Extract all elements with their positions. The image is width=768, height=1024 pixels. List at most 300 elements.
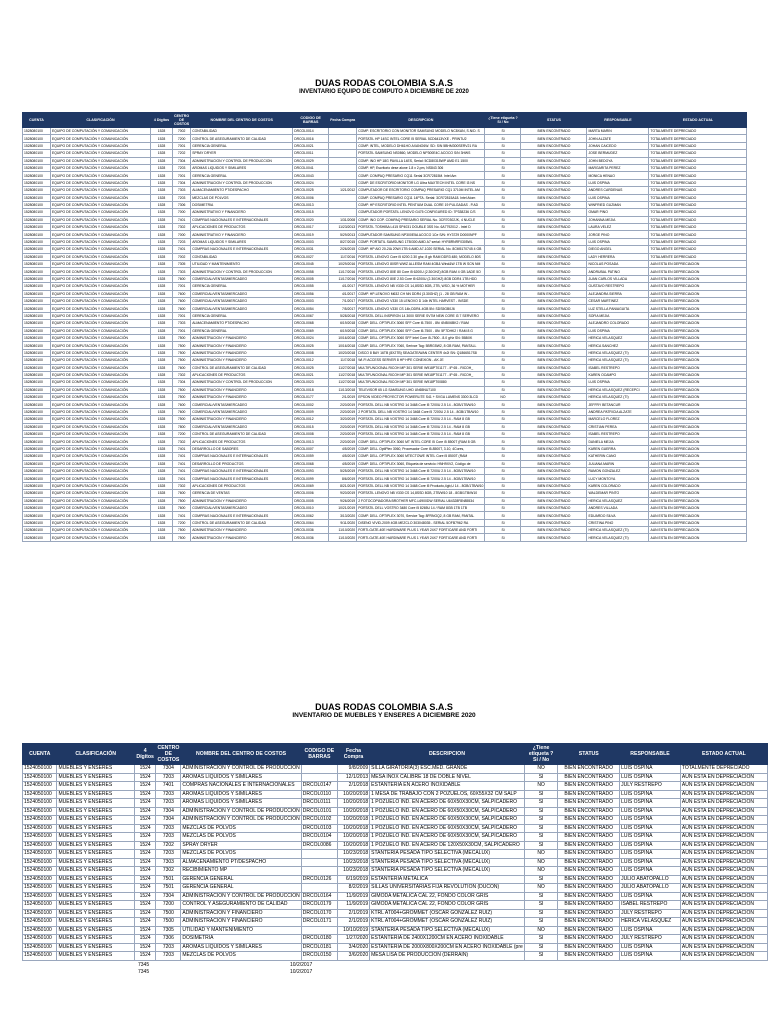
table-cell: AUN ESTA EN DEPRECIACION [649, 312, 747, 319]
table-cell: 1528080100 [23, 172, 51, 179]
table-cell: DRCOL0024 [293, 334, 329, 341]
table-cell: NICOLAS POSADA [587, 261, 649, 268]
table-cell: AUN ESTA EN DEPRECIACION [649, 401, 747, 408]
table-cell: 1528 [151, 135, 173, 142]
computo-header-cell: ¿Tiene etiqueta ? Si / No [485, 113, 521, 128]
table-cell: DRCOL0099 [293, 475, 329, 482]
table-cell: 1/31/2008 [329, 216, 357, 223]
table-row [23, 164, 747, 171]
table-cell: BIEN ENCONTRADO [558, 875, 620, 884]
computo-header-cell: ESTADO ACTUAL [649, 113, 747, 128]
table-cell: BIEN ENCONTRADO [521, 327, 587, 334]
table-cell: LUIS OSPINA [620, 773, 681, 782]
table-cell: BIEN ENCONTRADO [521, 475, 587, 482]
table-cell: 1528 [151, 394, 173, 401]
table-cell: GERENCIA GENERAL [181, 884, 301, 893]
table-cell: ESTANTERIA DE 2000X800X200CM EN ACERO INOXIDABLE (pre [371, 943, 523, 950]
table-cell: 1524 [134, 875, 156, 884]
computo-header-cell: RESPONSABLE [587, 113, 649, 128]
table-cell: Si [485, 423, 521, 430]
table-cell: 9/20/2019 [329, 490, 357, 497]
table-cell: 1528080100 [23, 231, 51, 238]
table-row [23, 408, 747, 415]
table-cell: 1528080100 [23, 512, 51, 519]
table-cell: 10/20/2018 [337, 816, 369, 825]
table-cell: 1528080100 [23, 268, 51, 275]
table-cell: Si [485, 334, 521, 341]
table-cell: 1524 [134, 858, 156, 867]
table-cell: DRCOL0147 [301, 782, 337, 791]
table-cell: 2/20/2019 [329, 423, 357, 430]
table-cell: 10/20/2018 [337, 807, 369, 816]
table-cell: DRCOL0103 [301, 824, 337, 833]
table-cell: EQUIPO DE COMPUTACIÓN Y COMUNICACIÓN [51, 357, 151, 364]
table-cell: 1528080100 [23, 128, 51, 135]
table-cell: 1528080100 [23, 357, 51, 364]
table-cell: AUN ESTA EN DEPRECIACION [680, 901, 767, 910]
table-cell: 11/23/2013 [329, 224, 357, 231]
table-cell: SI [524, 807, 558, 816]
table-cell: JULY RESTREPO [620, 935, 681, 944]
table-cell: DRCOL0025 [293, 364, 329, 371]
table-cell: 2/20/2019 [329, 408, 357, 415]
table-cell [329, 201, 357, 208]
table-cell: PORTATIL LENOVO V330 CS 14b,DDR4-4GB 5N: SDS5GB0J6 [357, 305, 485, 312]
table-cell: MULTIFUNCIONAL RICOH MP 301 SERIE W918PT01177 - IP 65 - RICOH_ [357, 371, 485, 378]
table-cell: PORTATIL SAMSUNG NS0860, MODELO NP300E4C ACOCO S/N 3HWS [357, 150, 485, 157]
table-cell: DRCOL0177 [293, 394, 329, 401]
table-cell: 1528080100 [23, 135, 51, 142]
table-cell: Si [485, 475, 521, 482]
muebles-header-cell: CENTRO DE COSTOS [157, 745, 180, 763]
table-cell: BIEN ENCONTRADO [521, 527, 587, 534]
table-cell: EQUIPO DE COMPUTACIÓN Y COMUNICACIÓN [51, 490, 151, 497]
table-cell: COMP. DELL OPTIPLEX 3060 MT INTEL CORE I5 Core i5 8500T (RAM 8 GB [357, 438, 485, 445]
table-cell: Si [485, 438, 521, 445]
table-cell: DRCOL0008 [293, 349, 329, 356]
table-cell: 7304 [156, 816, 181, 825]
table-row [23, 765, 768, 774]
table-row [23, 858, 768, 867]
computo-title: DUAS RODAS COLOMBIA S.A.S [315, 78, 453, 88]
table-cell: BIEN ENCONTRADO [558, 926, 620, 935]
table-cell: 1524 [134, 850, 156, 859]
table-cell: EQUIPO DE COMPUTACIÓN Y COMUNICACIÓN [51, 519, 151, 526]
table-cell: Si [485, 342, 521, 349]
table-cell: AUN ESTA EN DEPRECIACION [649, 268, 747, 275]
table-row [23, 253, 747, 260]
table-cell: BIEN ENCONTRADO [558, 790, 620, 799]
table-cell: BIEN ENCONTRADO [521, 357, 587, 364]
table-cell [329, 179, 357, 186]
table-cell: 1528 [151, 490, 173, 497]
table-cell: ISABEL RESTREPO [587, 431, 649, 438]
table-cell: 5/29/2013 [329, 231, 357, 238]
table-cell: DRCOL0041 [293, 164, 329, 171]
table-cell: 1528 [151, 253, 173, 260]
table-cell: HERICA VELASQUEZ [587, 497, 649, 504]
table-cell: 1528080100 [23, 460, 51, 467]
table-cell: HERICA VELASQUEZ (TI) [587, 394, 649, 401]
table-cell: 1524 [134, 790, 156, 799]
table-row [23, 952, 768, 961]
table-cell: Si [485, 261, 521, 268]
table-cell: 4/5/2019 [329, 460, 357, 467]
table-row [23, 209, 747, 216]
table-cell: BIEN ENCONTRADO [521, 135, 587, 142]
table-cell: AUN ESTA EN DEPRECIACION [649, 283, 747, 290]
table-cell: DRCOL0069 [293, 327, 329, 334]
table-cell: EQUIPO DE COMPUTACIÓN Y COMUNICACIÓN [51, 364, 151, 371]
table-cell: COMP. COMPAQ PRESARIO CQ11 14PTA. Serial: 3CR72815A18. Intel Atom [357, 194, 485, 201]
table-cell: BIEN ENCONTRADO [521, 290, 587, 297]
table-cell: COMPRAS NACIONALES E INTERNACIONALES [191, 453, 293, 460]
table-cell: EQUIPO DE COMPUTACIÓN Y COMUNICACIÓN [51, 253, 151, 260]
table-cell: 1528 [151, 305, 173, 312]
table-cell: BIEN ENCONTRADO [521, 224, 587, 231]
table-cell: 7203 [156, 943, 181, 952]
table-row [23, 943, 768, 952]
table-cell: COMERCIAL/VENTAS/MERCADEO [191, 423, 293, 430]
table-cell: CONTROL DE ASEGURAMIENTO DE CALIDAD [191, 519, 293, 526]
table-cell: ANDRES VILLADA [587, 504, 649, 511]
table-cell: AUN ESTA EN DEPRECIACION [680, 816, 767, 825]
table-cell: JULIANA MARIN [587, 460, 649, 467]
table-cell: 7/1/2017 [329, 297, 357, 304]
table-cell: 7203 [156, 824, 181, 833]
table-cell: 1524 [134, 943, 156, 952]
table-cell: 7203 [156, 952, 181, 961]
table-cell [301, 884, 337, 893]
table-cell: EQUIPO DE COMPUTACIÓN Y COMUNICACIÓN [51, 431, 151, 438]
muebles-table [22, 743, 768, 961]
table-cell: SI [524, 841, 558, 850]
table-cell: 5/28/2018 [329, 312, 357, 319]
table-cell: MUEBLES Y ENSERES [57, 773, 134, 782]
table-cell: EQUIPO DE COMPUTACIÓN Y COMUNICACIÓN [51, 157, 151, 164]
table-cell: Si [485, 297, 521, 304]
table-cell: AUN ESTA EN DEPRECIACION [649, 334, 747, 341]
table-cell: 11/7/2018 [329, 357, 357, 364]
muebles-header-cell: ESTADO ACTUAL [680, 744, 767, 765]
table-row [23, 875, 768, 884]
table-cell: DRCOL0171 [301, 918, 337, 927]
table-cell: 1524 [134, 773, 156, 782]
table-cell: BIEN ENCONTRADO [558, 765, 620, 774]
table-cell: TOTALMENTE DEPRECIADO [680, 765, 767, 774]
table-cell: 1524050100 [23, 841, 57, 850]
table-cell: 6/19/2019 [337, 875, 369, 884]
computo-header-cell: NOMBRE DEL CENTRO DE COSTOS [191, 113, 293, 128]
table-cell: 7500 [156, 918, 181, 927]
table-cell: EQUIPO DE COMPUTACIÓN Y COMUNICACIÓN [51, 482, 151, 489]
muebles-header-cell: CUENTA [23, 744, 57, 765]
table-cell: DRCOL0102 [301, 816, 337, 825]
table-cell: ALMACENAMIENTO PT/DESPACHO [191, 320, 293, 327]
table-cell: JUAN CARLOS VILLADA [587, 275, 649, 282]
table-cell: Si [485, 445, 521, 452]
table-cell: GERENCIA GENERAL [181, 875, 301, 884]
table-cell: 7203 [173, 164, 191, 171]
table-cell: SILLAS UNIVERSITARIAS FIJA REVOLUTION (DUCON) [370, 884, 525, 893]
table-cell: 4/1/2017 [329, 290, 357, 297]
table-cell: MUEBLES Y ENSERES [57, 850, 134, 859]
table-cell: MUEBLES Y ENSERES [57, 807, 134, 816]
table-cell: DRCOL0180 [301, 935, 337, 944]
table-row [23, 128, 747, 135]
table-cell: 1528080100 [23, 394, 51, 401]
table-cell: DRCOL0013 [293, 438, 329, 445]
footer-code: 7345 [138, 969, 150, 975]
table-cell: EDUARDO SILVA [587, 512, 649, 519]
table-row [23, 790, 768, 799]
table-cell: TOTALMENTE DEPRECIADO [649, 128, 747, 135]
table-cell: PORTATIL LENOVO 80SR WWZ ALLESM RAM 4GB& Wind&W 1TB W SCN NM [357, 261, 485, 268]
table-cell: Si [485, 187, 521, 194]
table-cell: 1528 [151, 216, 173, 223]
footer-line [0, 969, 768, 976]
table-cell: CONTROL DE ASEGURAMIENTO DE CALIDAD [191, 364, 293, 371]
table-cell: BIEN ENCONTRADO [558, 884, 620, 893]
table-cell: AUN ESTA EN DEPRECIACION [649, 408, 747, 415]
table-cell: Si [485, 467, 521, 474]
table-cell: 8/6/2019 [329, 475, 357, 482]
table-row [23, 334, 747, 341]
table-cell: MESA LISA DE PRODUCCION (DERRAIN) [370, 952, 525, 961]
table-cell: 11/27/2018 [329, 371, 357, 378]
table-cell: 1528 [151, 416, 173, 423]
table-cell: 1528080100 [23, 519, 51, 526]
table-cell: PORTATIL TOSHIBA L415 SP4031 DOUBLE 3SS No. 6A7792012 - Intel D [357, 224, 485, 231]
footer-date: 10/2/2017 [290, 962, 313, 968]
table-cell: MUEBLES Y ENSERES [57, 943, 134, 952]
table-row [23, 909, 768, 918]
table-cell: WINFRIED GUZMAN [587, 201, 649, 208]
table-cell: 1528 [151, 320, 173, 327]
table-row [23, 320, 747, 327]
table-cell: TOTALMENTE DEPRECIADO [649, 135, 747, 142]
table-cell: DRCOL0150 [301, 952, 337, 961]
table-cell: 10/23/2018 [337, 858, 369, 867]
table-cell: SPRAY DRYER [191, 150, 293, 157]
table-cell: Si [485, 416, 521, 423]
table-cell: GERENCIA GENERAL [191, 312, 293, 319]
table-cell: BIEN ENCONTRADO [521, 275, 587, 282]
table-cell: LUIS OSPINA [587, 194, 649, 201]
table-cell: HERICA VELASQUEZ (TI) [587, 357, 649, 364]
table-cell: LUIS OSPINA [620, 799, 681, 808]
table-cell: 1528 [151, 142, 173, 149]
table-cell: KAREN OCAMPO [587, 371, 649, 378]
table-cell: TELEVISOR 65 LG SAMSUNG UHD UN65NU7100 [357, 386, 485, 393]
table-row [23, 386, 747, 393]
table-cell: COMP. INO HP 18G PAVILLA 14ES, Serial: 5CD80315WP AMD E1 1500 [357, 157, 485, 164]
table-cell: 1524050100 [23, 892, 57, 901]
table-cell: BIEN ENCONTRADO [521, 504, 587, 511]
table-row [23, 142, 747, 149]
table-cell: ADMINISTRACION Y CONTROL DE PRODUCCION [182, 807, 300, 814]
table-cell: DRCOL0015 [293, 423, 329, 430]
table-cell: 1524050100 [23, 782, 57, 791]
table-cell: AUN ESTA EN DEPRECIACION [680, 909, 767, 918]
table-cell: RECIBIMIENTO MP [181, 867, 301, 876]
table-cell: COMPRAS NACIONALES E INTERNACIONALES [191, 246, 293, 253]
table-cell: BIEN ENCONTRADO [558, 773, 620, 782]
table-cell: ALMACENAMIENTO PT/DESPACHO [191, 187, 293, 194]
table-cell: BIEN ENCONTRADO [558, 807, 620, 816]
table-cell: MUEBLES Y ENSERES [57, 790, 134, 799]
table-cell: TOTALMENTE DEPRECIADO [649, 179, 747, 186]
table-cell: DRCOL0007 [293, 445, 329, 452]
table-cell: SI [524, 790, 558, 799]
table-row [23, 490, 747, 497]
table-cell: 7500 [173, 527, 191, 534]
table-cell: DRCOL0023 [293, 379, 329, 386]
table-cell: LUIS OSPINA [620, 892, 681, 901]
table-cell: DRCOL0002 [293, 401, 329, 408]
table-cell: DRCOL0012 [293, 357, 329, 364]
table-cell: AUN ESTA EN DEPRECIACION [649, 342, 747, 349]
table-cell: SI [524, 935, 558, 944]
table-row [23, 807, 768, 816]
table-cell: 7303 [173, 320, 191, 327]
table-cell: BIEN ENCONTRADO [521, 416, 587, 423]
table-cell: BIEN ENCONTRADO [558, 824, 620, 833]
table-cell: BIEN ENCONTRADO [521, 334, 587, 341]
table-cell: 7000 [173, 231, 191, 238]
table-cell: JULY RESTREPO [620, 909, 681, 918]
table-cell: 1524050100 [23, 909, 57, 918]
table-cell: BIEN ENCONTRADO [521, 238, 587, 245]
table-cell: EQUIPO DE COMPUTACIÓN Y COMUNICACIÓN [51, 172, 151, 179]
table-row [23, 850, 768, 859]
table-cell: SI [524, 816, 558, 825]
table-cell: DRCOL0025 [293, 342, 329, 349]
table-cell: CONTROL Y ASEGURAMIENTO DE CALIDAD [181, 901, 301, 910]
table-cell: 10/16/2018 [329, 342, 357, 349]
table-row [23, 216, 747, 223]
table-cell: COMP. DELL OPTIPLEX 3060 MTECTOWE INTEL Core i5 8500T (RAM [357, 453, 485, 460]
table-cell: 2/1/2019 [337, 909, 369, 918]
table-cell: DRCOL0068 [293, 320, 329, 327]
table-cell: Si [485, 401, 521, 408]
table-cell: ADMINISTRACION Y FINANCIERO [191, 386, 293, 393]
table-cell: BIEN ENCONTRADO [521, 253, 587, 260]
table-cell: 1524050100 [23, 935, 57, 944]
table-cell: 7500 [173, 357, 191, 364]
table-cell: 1528080100 [23, 209, 51, 216]
table-cell: 1528 [151, 527, 173, 534]
table-cell: DRCOL0068 [293, 460, 329, 467]
table-cell: COMERCIAL/VENTAS/MERCADEO [191, 290, 293, 297]
table-cell: NO [524, 867, 558, 876]
table-cell: MUEBLES Y ENSERES [57, 892, 134, 901]
table-cell [301, 867, 337, 876]
table-cell: JOHANNA MEJIA [587, 216, 649, 223]
table-cell: LUIS OSPINA [620, 833, 681, 842]
table-cell: DRCOL0020 [293, 216, 329, 223]
table-cell: RAMON GONZALEZ [587, 467, 649, 474]
table-cell: 1 POZUELO IND. EN ACERO DE 60X50X30CM, SALPICADERO [370, 807, 525, 816]
table-cell: BIEN ENCONTRADO [521, 453, 587, 460]
table-cell: 1528080100 [23, 305, 51, 312]
table-cell: 7500 [173, 534, 191, 541]
table-cell: 1528 [151, 297, 173, 304]
table-cell: 7305 [173, 261, 191, 268]
table-cell: 1528080100 [23, 238, 51, 245]
table-row [23, 297, 747, 304]
table-cell: 7401 [173, 512, 191, 519]
table-cell: ADMINISTRACION Y FINANCIERO [191, 416, 293, 423]
table-cell: 8/27/2015 [329, 238, 357, 245]
table-cell: MUEBLES Y ENSERES [57, 884, 134, 893]
table-cell: Si [485, 408, 521, 415]
table-cell: SI [524, 918, 558, 927]
table-cell: 1528 [151, 334, 173, 341]
table-cell: HERICA VELASQUEZ (TI) [587, 527, 649, 534]
table-cell: 4/1/2017 [329, 283, 357, 290]
table-cell: 1528 [151, 467, 173, 474]
table-cell: DRCOL0012 [293, 416, 329, 423]
table-cell: SOFIA MEJIA [587, 312, 649, 319]
table-cell: DRCOL0126 [301, 875, 337, 884]
table-cell: 11/9/2019 [337, 892, 369, 901]
table-cell: LUIS OSPINA [620, 858, 681, 867]
table-cell: MUEBLES Y ENSERES [57, 816, 134, 825]
table-cell: 1528080100 [23, 371, 51, 378]
table-cell: WI-FI ACCESS SERVER 8 HP HPE CONEXION - AK JE [357, 357, 485, 364]
table-cell: EQUIPO DE COMPUTACIÓN Y COMUNICACIÓN [51, 327, 151, 334]
table-cell: COMPRAS NACIONALES E INTERNACIONALES [181, 782, 301, 791]
table-cell: JOSE BERMUDEZ [587, 150, 649, 157]
table-cell: BIEN ENCONTRADO [521, 297, 587, 304]
table-cell: AUN ESTA EN DEPRECIACION [649, 379, 747, 386]
table-row [23, 371, 747, 378]
table-cell: UTILIDAD Y MANTENIMIENTO [181, 926, 301, 935]
table-cell: 1524 [134, 824, 156, 833]
table-cell: LUCY MONTOYA [587, 475, 649, 482]
table-cell: GERENCIA GENERAL [191, 327, 293, 334]
table-cell: 1528 [151, 246, 173, 253]
table-row [23, 364, 747, 371]
table-row [23, 312, 747, 319]
table-cell: 1528 [151, 261, 173, 268]
table-row [23, 379, 747, 386]
table-cell: 4/5/2019 [329, 453, 357, 460]
table-cell: Si [485, 253, 521, 260]
table-cell: LUIS OSPINA [587, 179, 649, 186]
table-cell: ANDREA PATRICIA ALZATE [587, 408, 649, 415]
table-row [23, 892, 768, 901]
table-row [23, 445, 747, 452]
table-cell: COMP. HP-LENOVO M632 CH NN DDR4 (3.30GHZ) (1 - 28 GB RAM W - [357, 290, 485, 297]
table-cell: MUEBLES Y ENSERES [57, 918, 134, 927]
computo-header-cell: STATUS [521, 113, 587, 128]
table-cell: DESARROLLO DE PRODUCTOS [191, 460, 293, 467]
table-cell: 7202 [173, 150, 191, 157]
table-cell: AUN ESTA EN DEPRECIACION [680, 807, 767, 816]
table-cell: 1528 [151, 504, 173, 511]
table-cell: ESTANTERIA DE 2400X1200CM EN ACERO INOXIDABLE [370, 935, 525, 944]
table-cell: PORTATIL LENOVO Core i5 6200 2.30 ghz; 8 gb RAM DDR3 480; MODELO 80S [357, 253, 485, 260]
table-row [23, 357, 747, 364]
table-cell: 1528 [151, 431, 173, 438]
table-cell: DRCOL0086 [301, 841, 337, 850]
table-cell: 1528080100 [23, 194, 51, 201]
computo-header-cell: 4 Dígitos [151, 113, 173, 128]
table-cell: Si [485, 231, 521, 238]
table-cell: ANDRES CARDENAS [587, 187, 649, 194]
